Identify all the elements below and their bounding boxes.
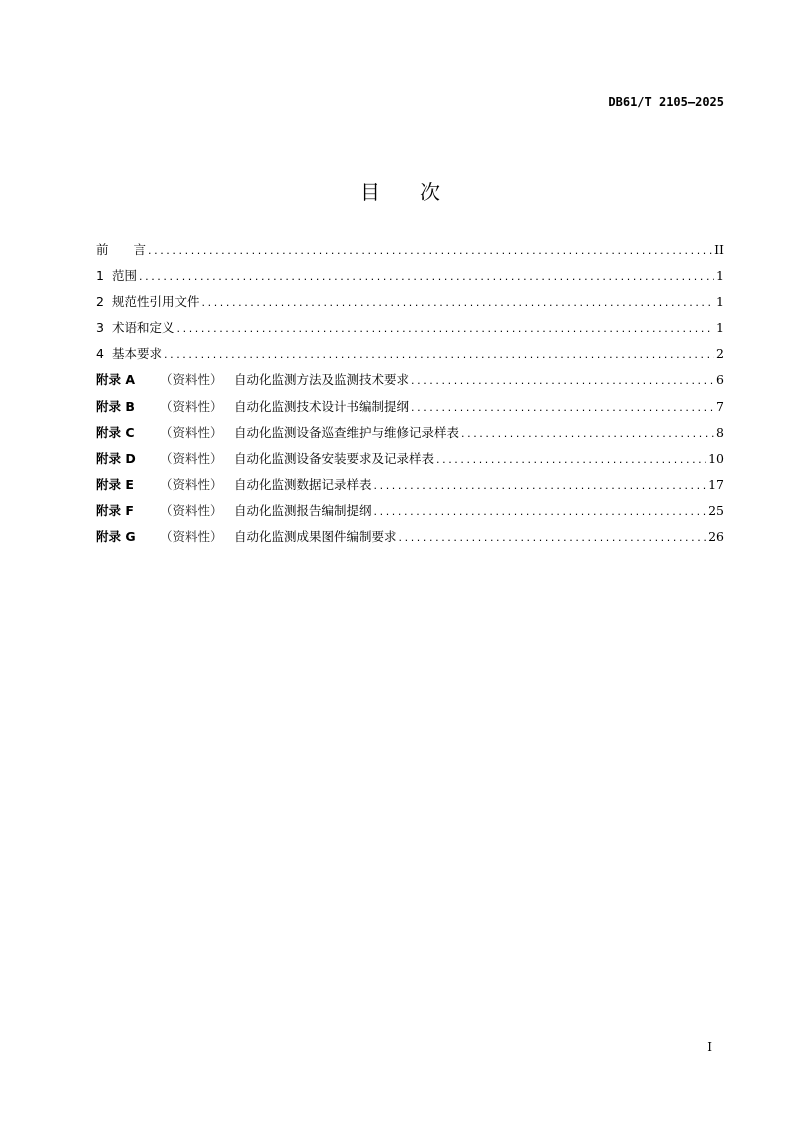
leader-dots xyxy=(177,319,715,339)
leader-dots xyxy=(374,502,707,522)
leader-dots xyxy=(399,528,707,548)
entry-page: 26 xyxy=(708,529,724,545)
appendix-label: 附录 F xyxy=(96,502,134,518)
appendix-kind: （资料性） xyxy=(160,450,223,466)
entry-title: 自动化监测成果图件编制要求 xyxy=(234,529,397,545)
toc-entry[interactable] xyxy=(96,423,724,449)
entry-page: 7 xyxy=(716,398,724,414)
entry-page: II xyxy=(714,242,724,257)
entry-title: 术语和定义 xyxy=(112,320,175,336)
entry-page: 25 xyxy=(708,502,724,518)
toc-entry[interactable] xyxy=(96,292,724,318)
appendix-kind: （资料性） xyxy=(160,476,223,492)
section-number: 3 xyxy=(96,320,104,336)
entry-page: 10 xyxy=(708,450,724,466)
entry-page: 17 xyxy=(708,476,724,492)
appendix-kind: （资料性） xyxy=(160,424,223,440)
table-of-contents xyxy=(96,240,724,553)
entry-page: 1 xyxy=(716,268,724,284)
appendix-label: 附录 D xyxy=(96,450,136,466)
appendix-label: 附录 C xyxy=(96,424,135,440)
leader-dots xyxy=(374,476,707,496)
entry-title: 范围 xyxy=(112,268,138,284)
entry-title: 自动化监测方法及监测技术要求 xyxy=(234,372,410,388)
toc-entry[interactable] xyxy=(96,527,724,553)
entry-title: 自动化监测设备巡查维护与维修记录样表 xyxy=(234,424,460,440)
leader-dots xyxy=(411,398,714,418)
entry-title: 自动化监测数据记录样表 xyxy=(234,476,372,492)
appendix-label: 附录 A xyxy=(96,372,136,388)
toc-entry[interactable] xyxy=(96,318,724,344)
entry-page: 8 xyxy=(716,424,724,440)
leader-dots xyxy=(461,424,714,444)
leader-dots xyxy=(436,450,706,470)
entry-title: 自动化监测设备安装要求及记录样表 xyxy=(234,450,435,466)
entry-page: 1 xyxy=(716,294,724,310)
leader-dots xyxy=(202,293,715,313)
entry-page: 2 xyxy=(716,346,724,362)
toc-entry[interactable] xyxy=(96,397,724,423)
appendix-kind: （资料性） xyxy=(160,372,223,388)
leader-dots xyxy=(139,267,714,287)
toc-entry[interactable] xyxy=(96,344,724,370)
leader-dots xyxy=(411,371,714,391)
section-number: 2 xyxy=(96,294,104,310)
appendix-label: 附录 G xyxy=(96,529,136,545)
leader-dots xyxy=(164,345,714,365)
leader-dots xyxy=(148,241,712,261)
page-title: 目次 xyxy=(360,180,480,204)
appendix-kind: （资料性） xyxy=(160,502,223,518)
standard-code: DB61/T 2105—2025 xyxy=(608,95,724,109)
toc-entry[interactable] xyxy=(96,501,724,527)
toc-entry[interactable] xyxy=(96,475,724,501)
toc-entry[interactable] xyxy=(96,370,724,396)
entry-title: 自动化监测技术设计书编制提纲 xyxy=(234,398,410,414)
toc-entry[interactable] xyxy=(96,240,724,266)
appendix-label: 附录 E xyxy=(96,476,134,492)
appendix-kind: （资料性） xyxy=(160,398,223,414)
entry-title: 基本要求 xyxy=(112,346,163,362)
entry-page: 6 xyxy=(716,372,724,388)
page-number: I xyxy=(707,1040,712,1054)
section-number: 1 xyxy=(96,268,104,284)
entry-title: 规范性引用文件 xyxy=(112,294,200,310)
entry-title: 自动化监测报告编制提纲 xyxy=(234,502,372,518)
section-number: 4 xyxy=(96,346,104,362)
entry-page: 1 xyxy=(716,320,724,336)
appendix-label: 附录 B xyxy=(96,398,135,414)
entry-title: 前 言 xyxy=(96,242,147,257)
toc-entry[interactable] xyxy=(96,266,724,292)
toc-entry[interactable] xyxy=(96,449,724,475)
appendix-kind: （资料性） xyxy=(160,529,223,545)
